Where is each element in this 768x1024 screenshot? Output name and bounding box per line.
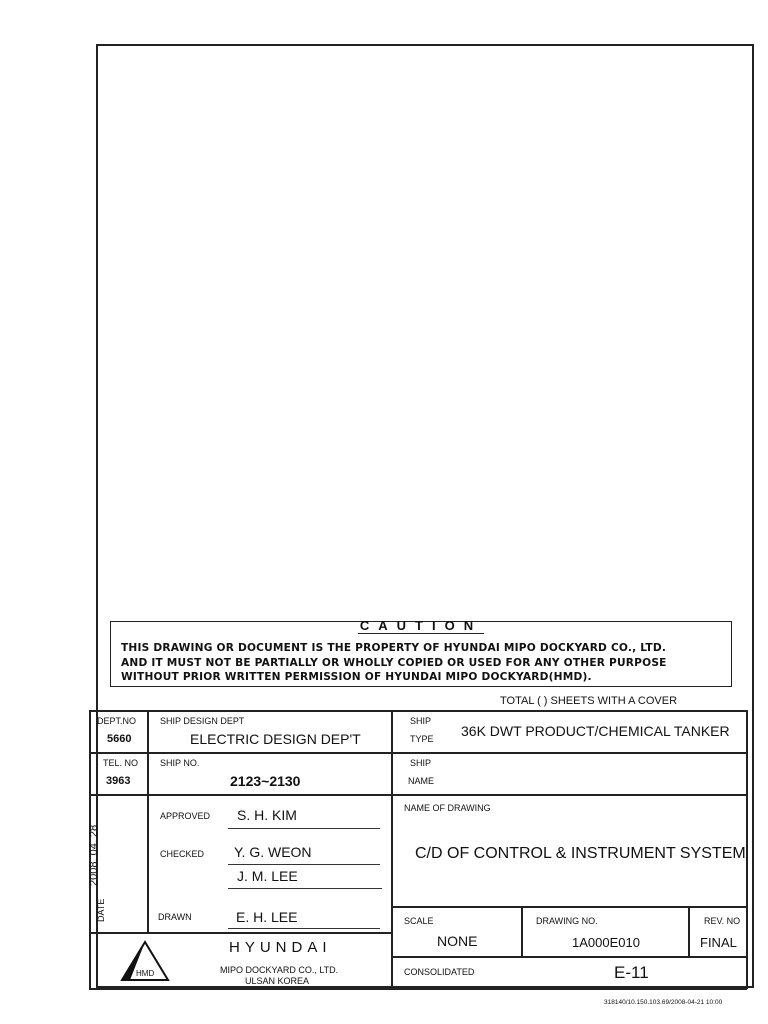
grid-line	[89, 710, 747, 712]
checked-label: CHECKED	[160, 849, 205, 859]
grid-line	[391, 956, 747, 958]
rev-no-value: FINAL	[700, 935, 737, 950]
footer-stamp: 318140/10.150.103.69/2008-04-21 10:00	[604, 999, 723, 1006]
name-of-drawing-value: C/D OF CONTROL & INSTRUMENT SYSTEM	[415, 845, 746, 862]
checked-value-2: J. M. LEE	[237, 868, 298, 884]
ship-no-value: 2123~2130	[230, 773, 301, 789]
drawing-no-label: DRAWING NO.	[536, 916, 598, 926]
type-label: TYPE	[410, 734, 434, 744]
grid-line	[89, 794, 747, 796]
grid-line	[89, 752, 747, 754]
signature-line	[228, 828, 380, 829]
ship-design-dept-label: SHIP DESIGN DEPT	[160, 716, 245, 726]
consolidated-value: E-11	[614, 963, 649, 982]
grid-line	[688, 906, 690, 956]
company-subname: MIPO DOCKYARD CO., LTD.	[220, 965, 339, 975]
consolidated-label: CONSOLIDATED	[404, 967, 475, 977]
drawing-no-value: 1A000E010	[572, 935, 640, 950]
ship-design-dept-value: ELECTRIC DESIGN DEP'T	[190, 731, 361, 747]
ship-type-value: 36K DWT PRODUCT/CHEMICAL TANKER	[461, 723, 730, 739]
dept-no-label: DEPT.NO	[97, 716, 137, 726]
caution-line-2: AND IT MUST NOT BE PARTIALLY OR WHOLLY COPIED OR USED FOR ANY OTHER PURPOSE	[121, 657, 667, 669]
approved-label: APPROVED	[160, 811, 211, 821]
dept-no-value: 5660	[107, 733, 132, 745]
caution-line-1: THIS DRAWING OR DOCUMENT IS THE PROPERTY OF HYUNDAI MIPO DOCKYARD CO., LTD.	[121, 642, 667, 654]
drawn-label: DRAWN	[158, 912, 192, 922]
ship-label: SHIP	[410, 716, 432, 726]
scale-value: NONE	[437, 933, 478, 949]
total-sheets: TOTAL ( ) SHEETS WITH A COVER	[500, 695, 678, 707]
hmd-logo-text: HMD	[136, 969, 155, 978]
grid-line	[89, 932, 391, 934]
rev-no-label: REV. NO	[704, 916, 741, 926]
checked-value-1: Y. G. WEON	[234, 844, 312, 860]
ship-label-2: SHIP	[410, 758, 432, 768]
drawn-value: E. H. LEE	[236, 909, 298, 925]
signature-line	[228, 888, 382, 889]
signature-line	[228, 928, 380, 929]
approved-value: S. H. KIM	[237, 807, 297, 823]
grid-line	[391, 710, 393, 989]
date-label: DATE	[96, 898, 106, 922]
grid-line	[746, 710, 748, 989]
date-label-wrap	[96, 900, 116, 930]
grid-line	[89, 988, 747, 990]
company-location: ULSAN KOREA	[245, 976, 310, 986]
ship-no-label: SHIP NO.	[160, 758, 200, 768]
signature-line	[228, 864, 380, 865]
name-label: NAME	[408, 776, 435, 786]
tel-no-label: TEL. NO	[103, 758, 139, 768]
grid-line	[391, 906, 747, 908]
name-of-drawing-label: NAME OF DRAWING	[404, 803, 491, 813]
caution-line-3: WITHOUT PRIOR WRITTEN PERMISSION OF HYUNDAI MIPO DOCKYARD(HMD).	[121, 671, 592, 683]
tel-no-value: 3963	[106, 775, 131, 787]
company-name: HYUNDAI	[229, 939, 332, 956]
date-value-wrap	[88, 824, 132, 896]
caution-title: CAUTION	[359, 618, 483, 633]
grid-line	[147, 710, 149, 932]
scale-label: SCALE	[404, 916, 434, 926]
grid-line	[521, 906, 523, 956]
date-value: 2008. 04. 28	[88, 824, 100, 886]
